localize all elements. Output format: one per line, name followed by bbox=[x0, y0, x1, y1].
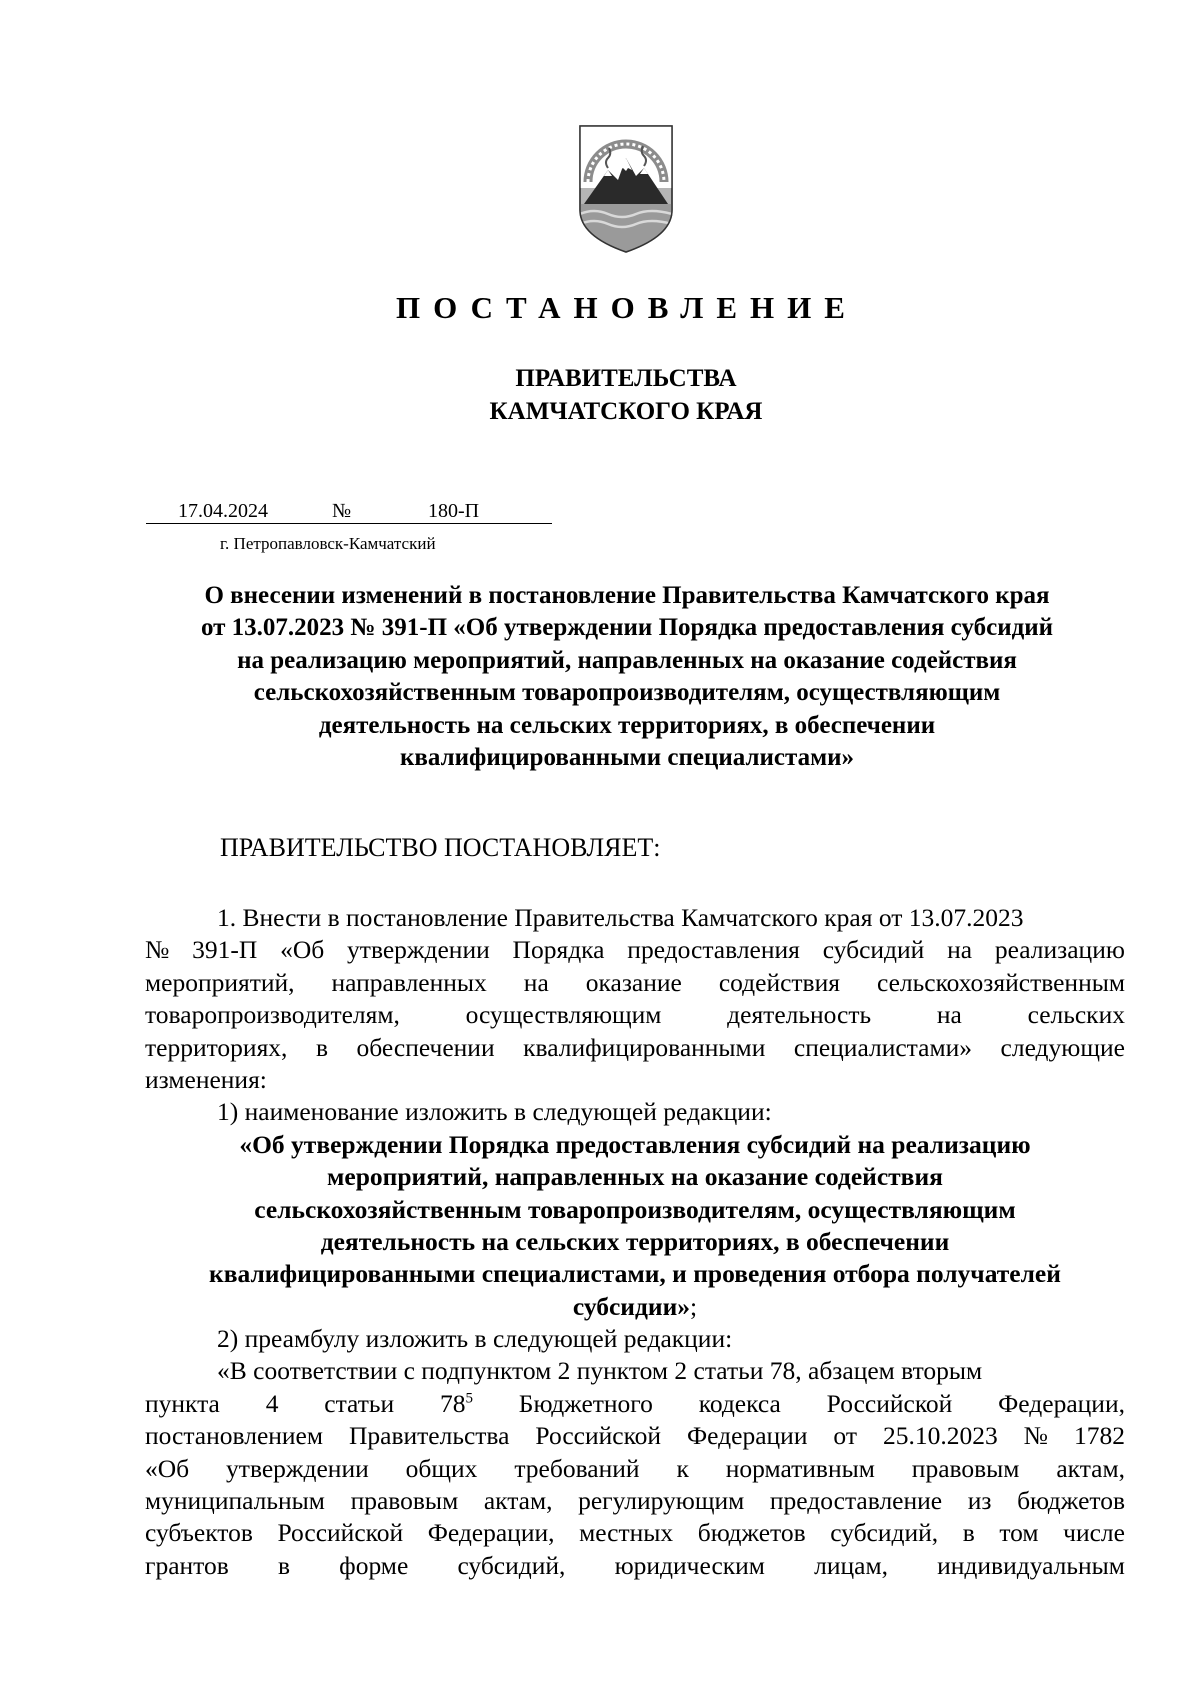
underline-rule bbox=[146, 523, 552, 524]
word: «Об bbox=[280, 935, 325, 965]
word: следующие bbox=[1000, 1032, 1125, 1062]
word: Федерации, bbox=[427, 1518, 555, 1548]
body-line bbox=[145, 1485, 1125, 1517]
quoted-title-line: мероприятий, направленных на оказание содействия bbox=[327, 1162, 943, 1192]
word: правовым bbox=[350, 1486, 459, 1516]
word: № bbox=[145, 935, 170, 965]
word: на bbox=[947, 935, 973, 965]
issuer-line: ПРАВИТЕЛЬСТВА bbox=[515, 365, 737, 392]
word: $78^5$ bbox=[439, 1388, 473, 1418]
word: статьи bbox=[324, 1388, 395, 1418]
subject-line: сельскохозяйственным товаропроизводителям, осуществляющим bbox=[253, 679, 1001, 707]
word: форме bbox=[339, 1550, 409, 1580]
word: постановлением bbox=[145, 1421, 324, 1451]
word: регулирующим bbox=[578, 1486, 745, 1516]
word: «Об bbox=[145, 1453, 190, 1483]
document-date: 17.04.2024 bbox=[178, 500, 268, 522]
body-line: изменения: bbox=[145, 1064, 267, 1094]
word: № bbox=[1023, 1421, 1048, 1451]
body-line bbox=[145, 1453, 1125, 1485]
word: нормативным bbox=[725, 1453, 875, 1483]
issuer-line: КАМЧАТСКОГО КРАЯ bbox=[489, 398, 763, 425]
subject-line: О внесении изменений в постановление Правительства Камчатского края bbox=[204, 582, 1050, 609]
number-sign: № bbox=[332, 500, 352, 522]
quoted-title-line: квалифицированными специалистами, и проведения отбора получателей bbox=[209, 1259, 1061, 1289]
word: общих bbox=[405, 1453, 478, 1483]
word: деятельность bbox=[727, 1000, 872, 1030]
quoted-title-tail: ; bbox=[690, 1291, 698, 1321]
word: субсидий bbox=[822, 935, 925, 965]
word: утверждении bbox=[226, 1453, 369, 1483]
word: к bbox=[676, 1453, 689, 1483]
quoted-title-line: деятельность на сельских территориях, в обеспечении bbox=[320, 1226, 950, 1256]
word: грантов bbox=[145, 1550, 229, 1580]
word: том bbox=[999, 1518, 1039, 1548]
word: бюджетов bbox=[1017, 1486, 1125, 1516]
word: субсидий, bbox=[457, 1550, 566, 1580]
superscript: 5 bbox=[465, 1390, 473, 1407]
word: актам, bbox=[1056, 1453, 1125, 1483]
word: товаропроизводителям, bbox=[145, 1000, 400, 1030]
word: актам, bbox=[483, 1486, 553, 1516]
document-type-title: ПОСТАНОВЛЕНИЕ bbox=[396, 290, 858, 325]
word: направленных bbox=[331, 967, 487, 997]
word: обеспечении bbox=[356, 1032, 495, 1062]
subject-line: от 13.07.2023 № 391-П «Об утверждении Порядка предоставления субсидий bbox=[200, 614, 1054, 642]
subject-line: на реализацию мероприятий, направленных на оказание содействия bbox=[237, 646, 1017, 674]
quoted-title-line: «Об утверждении Порядка предоставления субсидий на реализацию bbox=[239, 1129, 1031, 1159]
word: юридическим bbox=[614, 1550, 765, 1580]
word: числе bbox=[1063, 1518, 1125, 1548]
word: Бюджетного bbox=[518, 1388, 653, 1418]
subject-line: деятельность на сельских территориях, в обеспечении bbox=[318, 711, 936, 739]
word: сельских bbox=[1027, 1000, 1125, 1030]
word: предоставление bbox=[769, 1486, 943, 1516]
word: из bbox=[967, 1486, 992, 1516]
coat-of-arms-emblem bbox=[574, 118, 678, 256]
word: сельскохозяйственным bbox=[876, 967, 1125, 997]
word: оказание bbox=[585, 967, 682, 997]
word: на bbox=[936, 1000, 962, 1030]
word: реализацию bbox=[994, 935, 1125, 965]
decree-heading: ПРАВИТЕЛЬСТВО ПОСТАНОВЛЯЕТ: bbox=[220, 833, 661, 862]
body-line bbox=[145, 934, 1125, 966]
word: квалифицированными bbox=[523, 1032, 766, 1062]
word: утверждении bbox=[347, 935, 490, 965]
word: пункта bbox=[145, 1388, 220, 1418]
word: субсидий, bbox=[830, 1518, 939, 1548]
body-line bbox=[145, 1517, 1125, 1549]
quoted-title-line: сельскохозяйственным товаропроизводителям, осуществляющим bbox=[254, 1194, 1016, 1224]
body-line bbox=[145, 1032, 1125, 1064]
quoted-title-end: субсидии» bbox=[572, 1291, 691, 1321]
word: в bbox=[315, 1032, 328, 1062]
word: индивидуальным bbox=[937, 1550, 1125, 1580]
city-name: г. Петропавловск-Камчатский bbox=[220, 534, 436, 553]
word: мероприятий, bbox=[145, 967, 295, 997]
word: 1782 bbox=[1073, 1421, 1125, 1451]
document-subject bbox=[130, 580, 1124, 774]
issuer-title bbox=[380, 362, 872, 428]
document-body bbox=[145, 902, 1125, 1582]
word: требований bbox=[514, 1453, 640, 1483]
body-line bbox=[145, 1420, 1125, 1452]
body-line: 1. Внести в постановление Правительства Камчатского края от 13.07.2023 bbox=[217, 903, 1024, 932]
item-line: 1) наименование изложить в следующей редакции: bbox=[217, 1097, 772, 1127]
word: Правительства bbox=[348, 1421, 510, 1451]
date-number-line bbox=[146, 496, 552, 526]
word: лицам, bbox=[814, 1550, 888, 1580]
body-line bbox=[145, 999, 1125, 1031]
word: в bbox=[277, 1550, 290, 1580]
word: специалистами» bbox=[793, 1032, 972, 1062]
word: территориях, bbox=[145, 1032, 288, 1062]
word: Порядка bbox=[512, 935, 605, 965]
subject-line: квалифицированными специалистами» bbox=[399, 744, 855, 772]
word: муниципальным bbox=[145, 1486, 325, 1516]
word: кодекса bbox=[698, 1388, 781, 1418]
word: правовым bbox=[911, 1453, 1020, 1483]
word: на bbox=[523, 967, 549, 997]
word: Федерации bbox=[687, 1421, 808, 1451]
quoted-title-line bbox=[145, 1291, 1125, 1323]
word: 25.10.2023 bbox=[882, 1421, 998, 1451]
word: Федерации, bbox=[998, 1388, 1125, 1418]
word: Российской bbox=[535, 1421, 662, 1451]
word: осуществляющим bbox=[465, 1000, 662, 1030]
word: Российской bbox=[826, 1388, 953, 1418]
word: 4 bbox=[265, 1388, 279, 1418]
word: местных bbox=[579, 1518, 674, 1548]
item-line: 2) преамбулу изложить в следующей редакции: bbox=[217, 1324, 733, 1354]
word: субъектов bbox=[145, 1518, 253, 1548]
document-number: 180-П bbox=[428, 500, 480, 522]
body-line: «В соответствии с подпунктом 2 пунктом 2 статьи 78, абзацем вторым bbox=[217, 1356, 983, 1386]
word: бюджетов bbox=[697, 1518, 806, 1548]
word: содействия bbox=[718, 967, 840, 997]
body-line bbox=[145, 1550, 1125, 1582]
word: 391-П bbox=[192, 935, 258, 965]
body-line bbox=[145, 967, 1125, 999]
word: от bbox=[833, 1421, 857, 1451]
word: в bbox=[962, 1518, 975, 1548]
word: предоставления bbox=[627, 935, 800, 965]
word: Российской bbox=[277, 1518, 404, 1548]
body-line bbox=[145, 1388, 1125, 1420]
